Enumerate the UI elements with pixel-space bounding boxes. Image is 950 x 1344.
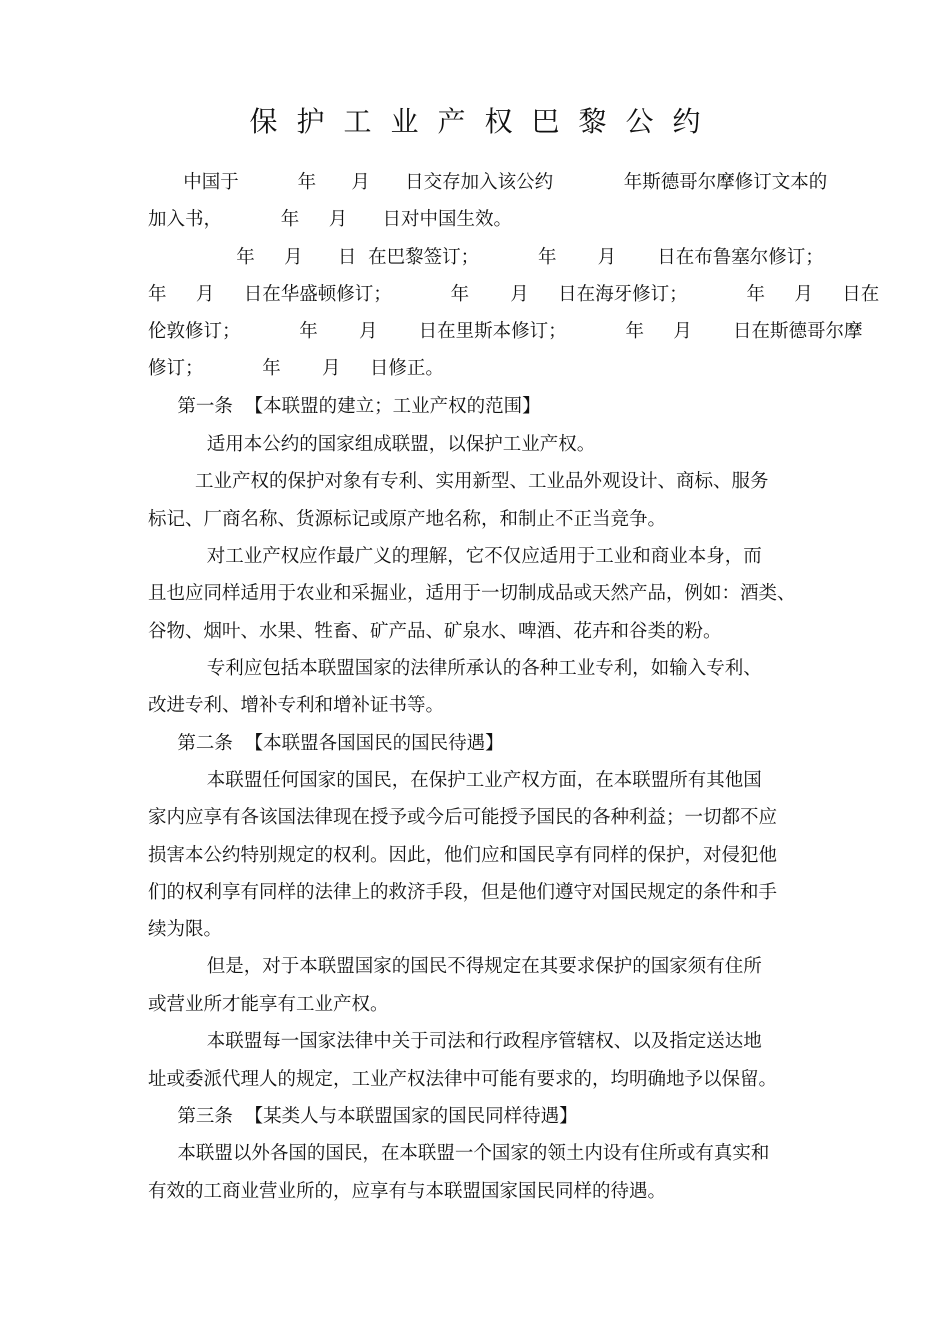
text-line: 们的权利享有同样的法律上的救济手段，但是他们遵守对国民规定的条件和手	[148, 882, 778, 903]
text-line: 有效的工商业营业所的，应享有与本联盟国家国民同样的待遇。	[148, 1181, 667, 1202]
text-line: 专利应包括本联盟国家的法律所承认的各种工业专利，如输入专利、	[148, 658, 762, 679]
text-line: 改进专利、增补专利和增补证书等。	[148, 695, 445, 716]
document-title: 保护工业产权巴黎公约	[249, 105, 720, 138]
article-heading: 第二条 【本联盟各国国民的国民待遇】	[148, 733, 504, 754]
text-line: 或营业所才能享有工业产权。	[148, 994, 389, 1015]
text-line: 中国于 年 月 日交存加入该公约 年斯德哥尔摩修订文本的	[148, 172, 828, 193]
text-line: 且也应同样适用于农业和采掘业，适用于一切制成品或天然产品，例如：酒类、	[148, 583, 796, 604]
text-line: 本联盟任何国家的国民，在保护工业产权方面，在本联盟所有其他国	[148, 770, 762, 791]
text-line: 谷物、烟叶、水果、牲畜、矿产品、矿泉水、啤酒、花卉和谷类的粉。	[148, 621, 722, 642]
text-line: 对工业产权应作最广义的理解，它不仅应适用于工业和商业本身，而	[148, 546, 762, 567]
text-line: 本联盟以外各国的国民，在本联盟一个国家的领土内设有住所或有真实和	[148, 1143, 770, 1164]
text-line: 年 月 日 在巴黎签订； 年 月 日在布鲁塞尔修订；	[148, 247, 824, 268]
article-heading: 第一条 【本联盟的建立；工业产权的范围】	[148, 396, 541, 417]
text-line: 本联盟每一国家法律中关于司法和行政程序管辖权、以及指定送达地	[148, 1031, 762, 1052]
text-line: 适用本公约的国家组成联盟，以保护工业产权。	[148, 434, 596, 455]
article-heading: 第三条 【某类人与本联盟国家的国民同样待遇】	[148, 1106, 578, 1127]
text-line: 续为限。	[148, 919, 223, 940]
text-line: 修订； 年 月 日修正。	[148, 358, 444, 379]
text-line: 但是，对于本联盟国家的国民不得规定在其要求保护的国家须有住所	[148, 956, 762, 977]
text-line: 加入书， 年 月 日对中国生效。	[148, 209, 512, 230]
text-line: 损害本公约特别规定的权利。因此，他们应和国民享有同样的保护，对侵犯他	[148, 845, 778, 866]
text-line: 年 月 日在华盛顿修订； 年 月 日在海牙修订； 年 月 日在	[148, 284, 880, 305]
text-line: 标记、厂商名称、货源标记或原产地名称，和制止不正当竞争。	[148, 509, 667, 530]
text-line: 家内应享有各该国法律现在授予或今后可能授予国民的各种利益；一切都不应	[148, 807, 778, 828]
text-line: 址或委派代理人的规定，工业产权法律中可能有要求的，均明确地予以保留。	[148, 1069, 778, 1090]
text-line: 伦敦修订； 年 月 日在里斯本修订； 年 月 日在斯德哥尔摩	[148, 321, 863, 342]
text-line: 工业产权的保护对象有专利、实用新型、工业品外观设计、商标、服务	[148, 471, 769, 492]
